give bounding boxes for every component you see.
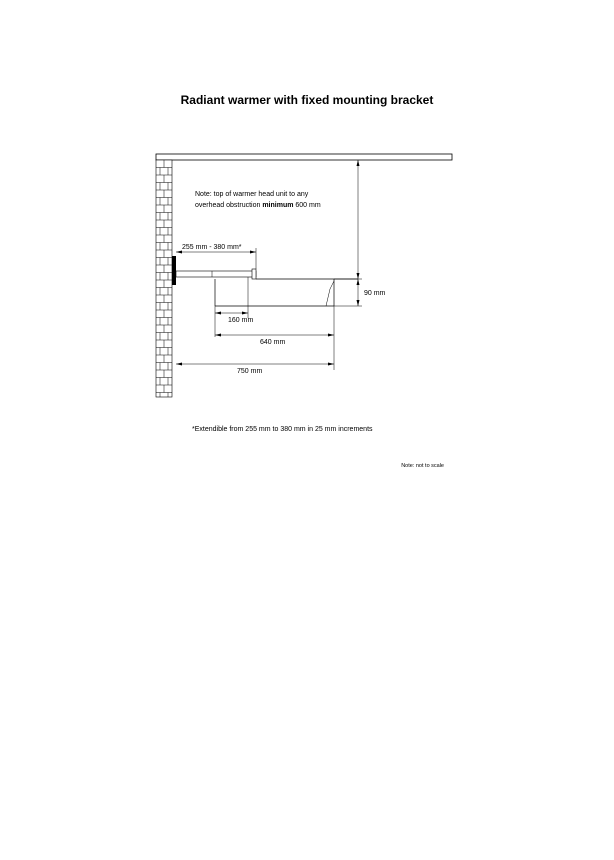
bracket-range-dimension	[176, 248, 256, 269]
ceiling	[156, 154, 452, 160]
bracket-range-label: 255 mm - 380 mm*	[182, 244, 242, 251]
clearance-note-line1: Note: top of warmer head unit to any	[195, 191, 309, 198]
offset-dimension	[215, 277, 248, 318]
warmer-head	[215, 279, 358, 306]
clearance-dimension	[334, 160, 362, 306]
bracket-arm	[176, 269, 256, 279]
head-length-dimension	[215, 306, 334, 370]
clearance-note-line2: overhead obstruction minimum 600 mm	[195, 202, 321, 209]
overall-reach-label: 750 mm	[237, 368, 263, 375]
offset-label: 160 mm	[228, 317, 254, 324]
wall-plate	[172, 256, 176, 285]
diagram-title: Radiant warmer with fixed mounting bracket	[180, 93, 434, 107]
overall-reach-dimension	[176, 363, 334, 366]
scale-note: Note: not to scale	[401, 463, 444, 469]
head-height-label: 90 mm	[364, 290, 386, 297]
footnote: *Extendible from 255 mm to 380 mm in 25 mm increments	[192, 426, 373, 433]
brick-wall	[156, 160, 172, 397]
head-length-label: 640 mm	[260, 339, 286, 346]
